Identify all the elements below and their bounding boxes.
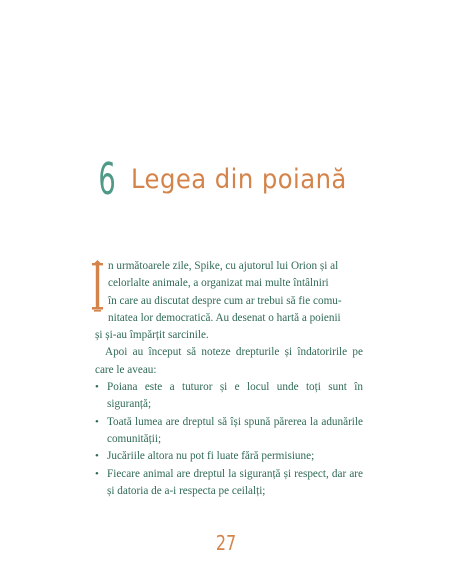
paragraph-1 [95, 258, 363, 344]
paragraph-1-line-3: în care au discutat despre cum ar trebui să fie comu- [108, 294, 342, 307]
paragraph-1-line-4: nitatea lor democratică. Au desenat o hartă a poienii [108, 311, 341, 324]
rights-list [95, 379, 363, 500]
list-item [95, 466, 363, 501]
bullet: • [95, 381, 99, 394]
list-item [95, 414, 363, 449]
paragraph-1-line-5: și și-au împărțit sarcinile. [95, 329, 209, 342]
list-item-text: Toată lumea are dreptul să își spună părerea la adunările comunității; [107, 415, 363, 445]
list-item-text: Poiana este a tuturor și e locul unde toți sunt în siguranță; [107, 381, 363, 411]
body-text [95, 258, 363, 500]
paragraph-2: Apoi au început să noteze drepturile și îndatoririle pe care le aveau: [95, 346, 363, 376]
list-item-text: Jucăriile altora nu pot fi luate fără permisiune; [107, 450, 315, 463]
list-item [95, 379, 363, 414]
chapter-heading [0, 148, 452, 205]
bullet: • [95, 467, 99, 480]
chapter-number: 6 [98, 154, 116, 205]
bullet: • [95, 415, 99, 428]
paragraph-1-line-2: celorlalte animale, a organizat mai multe întâlniri [108, 277, 329, 290]
dropcap-letter-i [91, 260, 104, 314]
list-item-text: Fiecare animal are dreptul la siguranță și respect, dar are și datoria de a-i respecta pe ceilalți; [107, 467, 363, 497]
list-item [95, 448, 363, 465]
paragraph-1-line-1: n următoarele zile, Spike, cu ajutorul lui Orion și al [108, 260, 339, 272]
page-number: 27 [215, 531, 237, 555]
chapter-title: Legea din poiană [131, 164, 347, 195]
bullet: • [95, 450, 99, 463]
